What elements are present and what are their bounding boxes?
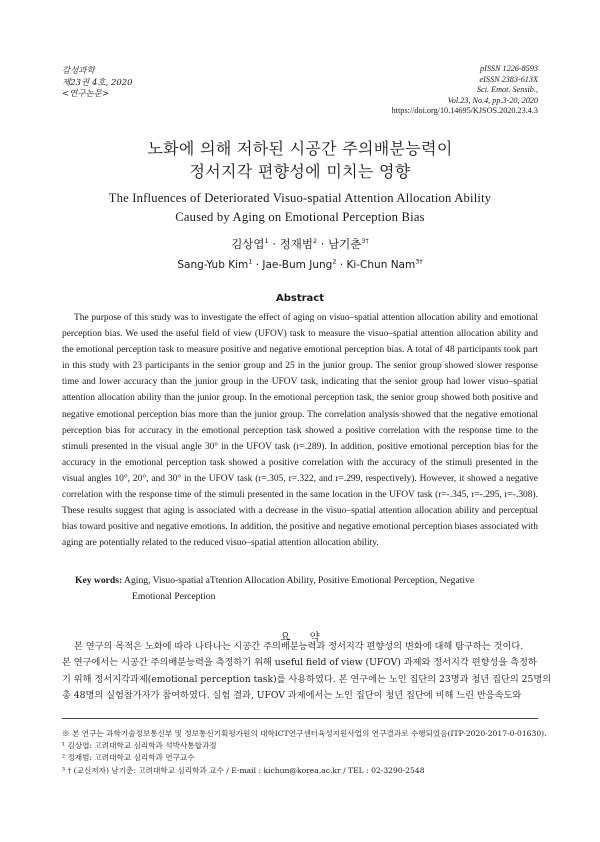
korean-summary-heading: 요 약: [280, 631, 328, 643]
author-affiliation-mark: 3†: [415, 257, 423, 266]
author-name: Ki-Chun Nam: [346, 259, 416, 271]
author-affiliation-mark: 3†: [361, 237, 369, 246]
author-name: 김상엽: [231, 237, 265, 251]
doi-link[interactable]: https://doi.org/10.14695/KJSOS.2020.23.4.3: [391, 106, 538, 116]
journal-header-left: [62, 66, 133, 101]
author-separator: ·: [252, 259, 263, 271]
author-name: Jae-Bum Jung: [262, 259, 333, 271]
pissn: pISSN 1226-8593: [480, 64, 538, 73]
footnote-corresponding: ³ † (교신저자) 남기춘: 고려대학교 심리학과 교수 / E-mail : kichun@korea.ac.kr / TEL : 02-3290-2548: [62, 765, 425, 775]
english-title-line2: Caused by Aging on Emotional Perception Bias: [175, 210, 425, 224]
abstract-body: The purpose of this study was to investigate the effect of aging on visuo–spatial attention allocation ability and emotional perception bias. We used the useful field of view (UFOV) task to measure the visuo–spatial attention allocation ability and the emotional perception task to measure positive and negative emotional perception bias. A total of 48 participants took part in this study with 23 participants in the senior group and 25 in the junior group. The senior group showed slower response time and lower accuracy than the junior group in the UFOV task, indicating that the senior group had lower visuo–spatial attention allocation ability than the junior group. In the emotional perception task, the senior group showed both positive and negative emotional perception bias more than the junior group. The correlation analysis showed that the negative emotional perception bias for accuracy in the emotional perception task showed a positive correlation with the response time to the stimuli presented in the visual angle 30° in the UFOV task (r=.289). In addition, positive emotional perception bias for the accuracy in the emotional perception task showed a positive correlation with the accuracy of the stimuli presented in the visual angles 10°, 20°, and 30° in the UFOV task (r=.305, r=.322, and r=.299, respectively). However, it showed a negative correlation with the response time of the stimuli presented in the same location in the UFOV task (r=-.345, r=-.295, r=-.308). These results suggest that aging is associated with a decrease in the visuo–spatial attention allocation ability and perceptual bias toward positive and negative emotions. In addition, the positive and negative emotional perception biases associated with aging are potentially related to the reduced visuo–spatial attention allocation ability.: [62, 313, 538, 549]
author-separator: ·: [317, 237, 329, 251]
summary-line: 본 연구에서는 시공간 주의배분능력을 측정하기 위해 useful field of view (UFOV) 과제와 정서지각 편향성을 측정하: [62, 657, 537, 669]
korean-authors: [0, 236, 600, 252]
author-name: 남기춘: [328, 237, 362, 251]
footnote-author2: ² 정재범: 고려대학교 심리학과 연구교수: [62, 753, 195, 763]
korean-summary-body: [62, 639, 552, 705]
author-affiliation-mark: 1: [264, 237, 269, 246]
journal-name-en: Sci. Emot. Sensib.,: [477, 85, 538, 95]
author-separator: ·: [268, 237, 280, 251]
author-affiliation-mark: 2: [332, 257, 337, 266]
author-name: Sang-Yub Kim: [177, 259, 249, 271]
korean-title-line2: 정서지각 편향성에 미치는 영향: [189, 162, 411, 181]
english-title: [0, 189, 600, 227]
summary-line: 본 연구의 목적은 노화에 따라 나타나는 시공간 주의배분능력과 정서지각 편향성의 변화에 대해 탐구하는 것이다.: [74, 641, 524, 652]
keywords-label: Key words:: [75, 575, 123, 586]
summary-line: 총 48명의 실험참가자가 참여하였다. 실험 결과, UFOV 과제에서는 노인 집단이 청년 집단에 비해 느린 반응속도와: [62, 690, 522, 702]
summary-line: 기 위해 정서지각과제(emotional perception task)를 사용하였다. 본 연구에는 노인 집단의 23명과 청년 집단의 25명의: [62, 673, 552, 685]
korean-title-line1: 노화에 의해 저하된 시공간 주의배분능력이: [147, 139, 453, 158]
journal-header-right: [392, 64, 538, 117]
author-affiliation-mark: 1: [248, 257, 253, 266]
abstract-heading: Abstract: [275, 293, 325, 304]
keywords-line1: Aging, Visuo-spatial aTtention Allocation Ability, Positive Emotional Perception, Negative: [124, 575, 475, 586]
article-type-ko: <연구논문>: [62, 89, 110, 99]
keywords-block: [75, 573, 538, 604]
footnote-funding: ※ 본 연구는 과학기술정보통신부 및 정보통신기획평가원의 대학ICT연구센터육성지원사업의 연구결과로 수행되었음(ITP-2020-2017-0-01630).: [62, 729, 547, 738]
english-authors: [0, 259, 600, 271]
footnotes: [62, 728, 547, 777]
author-affiliation-mark: 2: [312, 237, 318, 246]
journal-volume-ko: 제23권 4호, 2020: [62, 77, 133, 88]
journal-volume-en: Vol.23, No.4, pp.3-20, 2020: [447, 95, 538, 105]
author-name: 정재범: [279, 237, 313, 251]
journal-name-ko: 감성과학: [62, 66, 95, 76]
footnote-author1: ¹ 김상엽: 고려대학교 심리학과 석박사통합과정: [62, 741, 217, 751]
footnote-divider: [62, 718, 538, 719]
eissn: eISSN 2383-613X: [479, 74, 538, 84]
keywords-line2: Emotional Perception: [132, 590, 216, 602]
korean-title: [0, 137, 600, 183]
author-separator: ·: [336, 259, 347, 271]
english-title-line1: The Influences of Deteriorated Visuo-spatial Attention Allocation Ability: [108, 191, 492, 205]
